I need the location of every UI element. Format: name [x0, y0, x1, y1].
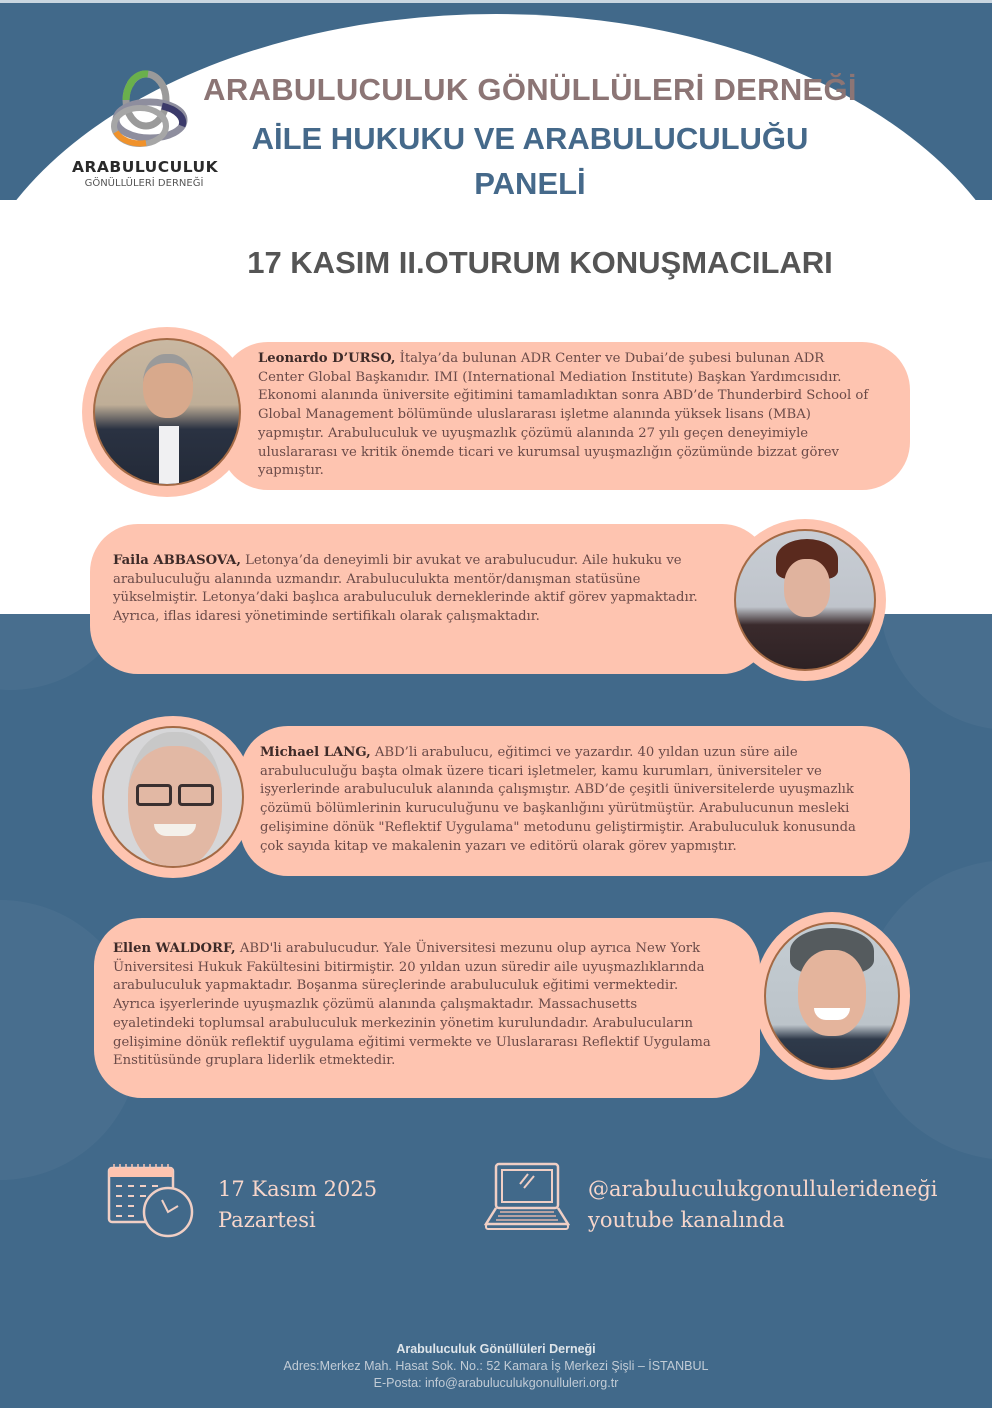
panel-title-line2: PANELİ: [474, 166, 586, 201]
bio-line: Ayrıca, iflas idaresi yönetiminde sertifikalı olarak çalışmaktadır.: [113, 609, 540, 625]
bio-line: çok sayıda kitap ve makalenin yazarı ve editörü olarak görev yapmıştır.: [260, 838, 737, 854]
bio-line: Center Global Başkanıdır. IMI (International Mediation Institute) Başkan Yardımcısıdır.: [258, 369, 842, 385]
bio-line: eyaletindeki toplumsal arabuluculuk merkezinin yönetim kurulundadır. Arabulucuların: [113, 1015, 694, 1031]
bio-line: Ellen WALDORF, ABD'li arabulucudur. Yale Üniversitesi mezunu olup ayrıca New York: [113, 941, 701, 956]
footer-email[interactable]: E-Posta: info@arabuluculukgonulluleri.org.tr: [373, 1376, 619, 1390]
triple-ring-logo-icon: [100, 70, 192, 150]
bio-line: arabuluculuğu alanında uzmandır. Arabuluculukta mentör/danışman statüsüne: [113, 571, 641, 587]
panel-title: [180, 116, 880, 206]
speaker-photo-ellen-waldorf: [764, 922, 900, 1070]
speaker-name: Ellen WALDORF,: [113, 941, 236, 956]
platform-text: youtube kanalında: [588, 1208, 785, 1232]
speaker-name: Michael LANG,: [260, 745, 371, 760]
event-date: [218, 1174, 377, 1236]
footer: [0, 1341, 992, 1392]
speaker-bio: [113, 940, 753, 1071]
logo-title: ARABULUCULUK: [72, 158, 219, 176]
event-online: [588, 1174, 938, 1236]
speaker-bio: [258, 350, 908, 481]
footer-address: Adres:Merkez Mah. Hasat Sok. No.: 52 Kamara İş Merkezi Şişli – İSTANBUL: [283, 1359, 709, 1373]
top-border: [0, 0, 992, 3]
bio-line: Michael LANG, ABD’li arabulucu, eğitimci ve yazardır. 40 yıldan uzun süre aile: [260, 745, 798, 760]
bio-line: Enstitüsünde gruplara liderlik etmektedir.: [113, 1053, 396, 1069]
speaker-photo-faila-abbasova: [734, 529, 876, 671]
youtube-channel-handle[interactable]: @arabuluculukgonullulerideneği: [588, 1177, 938, 1201]
laptop-icon: [484, 1162, 570, 1232]
footer-org-name: Arabuluculuk Gönüllüleri Derneği: [396, 1342, 596, 1356]
bio-line: gelişimine dönük "Reflektif Uygulama" metodunu geliştirmiştir. Arabuluculuk konusunda: [260, 819, 856, 835]
bio-line: arabuluculuk yapmaktadır. Boşanma süreçlerinde arabuluculuk eğitimi vermektedir.: [113, 978, 679, 994]
calendar-clock-icon: [106, 1162, 196, 1238]
event-date-text: 17 Kasım 2025: [218, 1177, 378, 1201]
bio-line: uluslararası ve kritik önemde ticari ve kurumsal uyuşmazlığın çözümünde bizzat görev: [258, 444, 839, 460]
bio-line: Global Management bölümünde uluslararası işletme alanında yüksek lisans (MBA): [258, 407, 811, 423]
bio-line: yapmıştır. Arabuluculuk ve uyuşmazlık çözümü alanında 27 yılı geçen deneyimiyle: [258, 425, 809, 441]
speaker-name: Leonardo D’URSO,: [258, 351, 396, 366]
organization-name: ARABULUCULUK GÖNÜLLÜLERİ DERNEĞİ: [203, 72, 857, 107]
bio-line: Üniversitesi Hukuk Fakültesini bitirmiştir. 20 yıldan uzun süredir aile uyuşmazlıklarında: [113, 959, 705, 975]
speaker-bio: [113, 552, 733, 627]
session-title: 17 KASIM II.OTURUM KONUŞMACILARI: [247, 245, 833, 280]
bio-line: arabuluculuğu başta olmak üzere ticari işletmeler, kamu kurumları, üniversiteler ve: [260, 763, 822, 779]
bio-line: Ayrıca işyerlerinde uyuşmazlık çözümü alanında çalışmaktadır. Massachusetts: [113, 997, 638, 1013]
bio-line: yükselmiştir. Letonya’daki başlıca arabuluculuk derneklerinde aktif görev yapmaktadır.: [113, 590, 698, 606]
speaker-photo-michael-lang: [102, 726, 244, 868]
bio-line: çözümü bölümlerinin kuruculuğunu ve başkanlığını yürütmüştür. Arabulucunun mesleki: [260, 801, 850, 817]
speaker-bio: [260, 744, 910, 856]
bio-line: yapmıştır.: [258, 463, 324, 479]
bio-line: işyerlerinde arabuluculuk alanında çalışmıştır. ABD’de çeşitli üniversitelerde uyuşmazlık: [260, 782, 854, 798]
logo-subtitle: GÖNÜLLÜLERİ DERNEĞİ: [84, 178, 204, 189]
bio-line: Faila ABBASOVA, Letonya’da deneyimli bir avukat ve arabulucudur. Aile hukuku ve: [113, 553, 682, 568]
event-day-text: Pazartesi: [218, 1208, 316, 1232]
speaker-name: Faila ABBASOVA,: [113, 553, 241, 568]
bio-line: Ekonomi alanında üniversite eğitimini tamamladıktan sonra ABD’de Thunderbird School of: [258, 388, 869, 404]
speaker-photo-leonardo-durso: [93, 338, 241, 486]
bio-line: Leonardo D’URSO, İtalya’da bulunan ADR Center ve Dubai’de şubesi bulunan ADR: [258, 351, 825, 366]
panel-title-line1: AİLE HUKUKU VE ARABULUCULUĞU: [251, 121, 809, 156]
bio-line: gelişimine dönük reflektif uygulama eğitimi vermekte ve Uluslararası Reflektif Uygulama: [113, 1034, 711, 1050]
